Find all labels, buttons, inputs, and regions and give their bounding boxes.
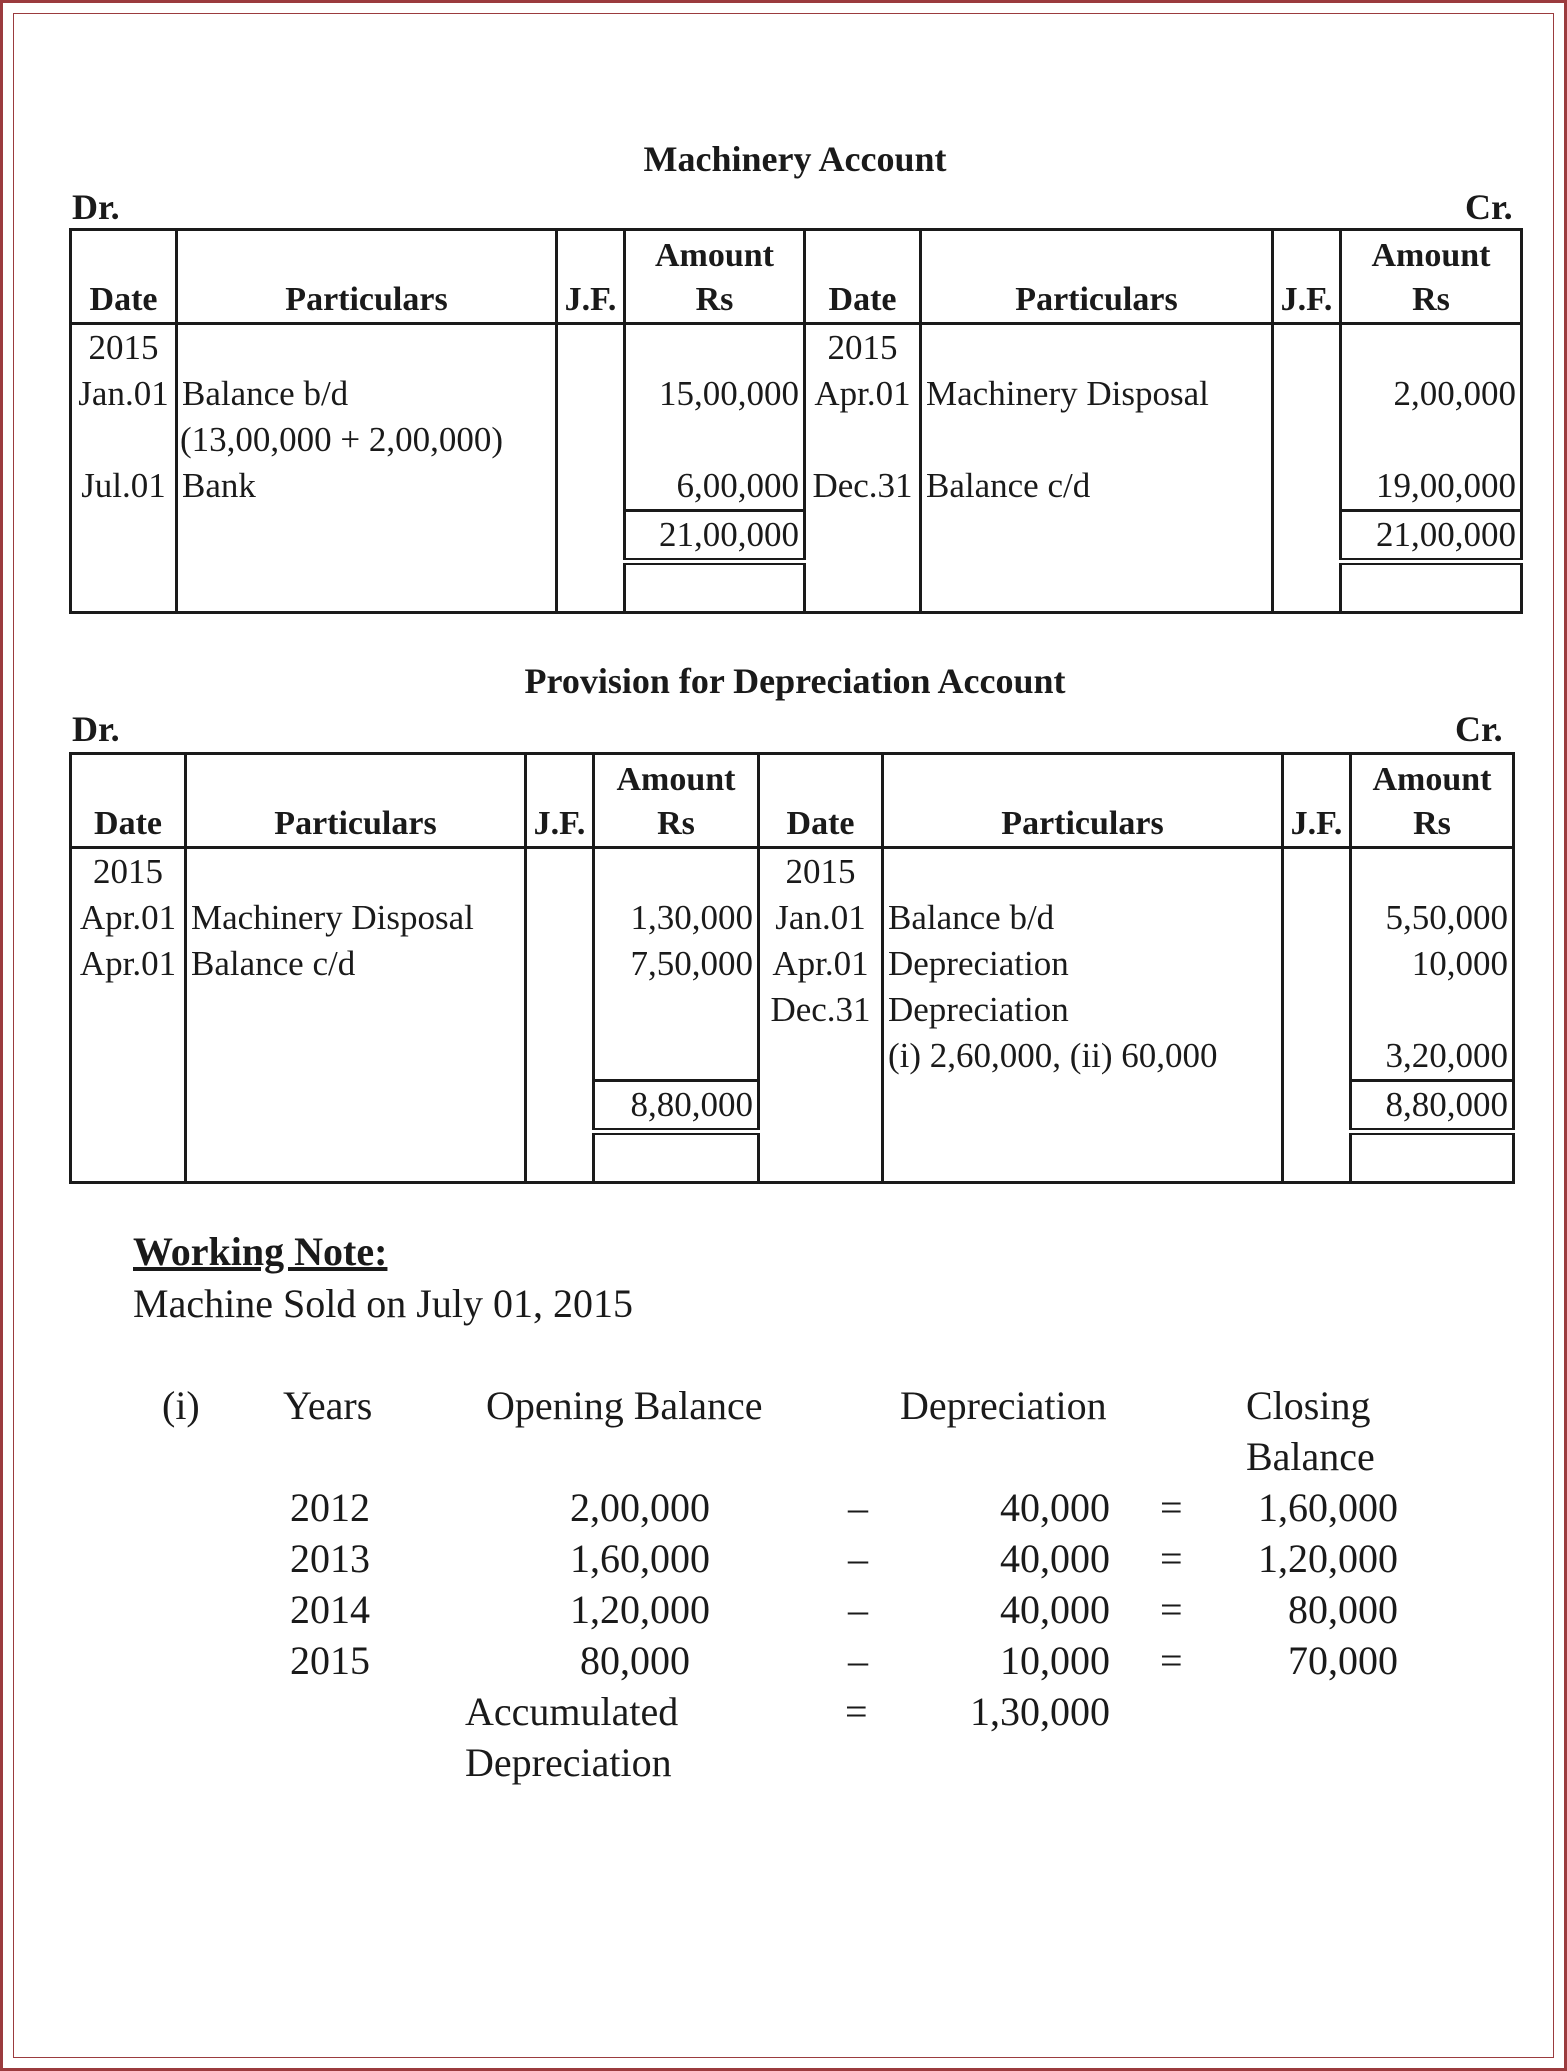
working-note-heading: Working Note: <box>133 1229 388 1274</box>
cr-particulars: Balance b/d <box>883 895 1283 941</box>
dr-particulars: (13,00,000 + 2,00,000) <box>177 417 557 463</box>
cr-date: Jan.01 <box>759 895 883 941</box>
dr-particulars: Balance b/d <box>177 371 557 417</box>
dr-date <box>71 987 186 1033</box>
cr-amount: 2,00,000 <box>1341 371 1522 417</box>
dr-date: Apr.01 <box>71 895 186 941</box>
cr-amount-header <box>1351 754 1514 848</box>
table-row <box>71 848 1514 896</box>
wn-dep: 40,000 <box>1000 1587 1110 1632</box>
wn-dep: 10,000 <box>1000 1638 1110 1683</box>
col-depreciation-header: Depreciation <box>900 1383 1107 1428</box>
accumulated-label-line2: Depreciation <box>465 1740 672 1785</box>
col-opening-header: Opening Balance <box>486 1383 763 1428</box>
wn-closing: 70,000 <box>1288 1638 1398 1683</box>
dr-jf-header: J.F. <box>526 754 594 848</box>
machinery-account-title: Machinery Account <box>643 139 947 179</box>
cr-total: 8,80,000 <box>1351 1081 1514 1132</box>
table-row <box>71 324 1522 372</box>
wn-eq: = <box>1160 1638 1183 1683</box>
cr-particulars <box>883 848 1283 896</box>
cr-amount: 3,20,000 <box>1351 1033 1514 1081</box>
cr-particulars-header: Particulars <box>883 754 1283 848</box>
accumulated-value: 1,30,000 <box>970 1689 1110 1734</box>
cr-date-header: Date <box>759 754 883 848</box>
cr-particulars: Balance c/d <box>921 463 1273 511</box>
wn-minus: – <box>848 1536 868 1581</box>
dr-amount: 1,30,000 <box>594 895 759 941</box>
cr-jf-header: J.F. <box>1273 230 1341 324</box>
table-row <box>71 941 1514 987</box>
rs-label: Rs <box>657 805 695 842</box>
wn-minus: – <box>848 1638 868 1683</box>
dr-date-header: Date <box>71 754 186 848</box>
dr-date: 2015 <box>71 324 177 372</box>
col-closing-header-line2: Balance <box>1246 1434 1375 1479</box>
wn-minus: – <box>848 1485 868 1530</box>
dr-amount <box>594 1033 759 1081</box>
dr-amount <box>625 417 805 463</box>
wn-eq: = <box>1160 1587 1183 1632</box>
cr-particulars: (i) 2,60,000, (ii) 60,000 <box>883 1033 1283 1081</box>
cr-date: Dec.31 <box>759 987 883 1033</box>
wn-dep: 40,000 <box>1000 1485 1110 1530</box>
dr-amount <box>594 987 759 1033</box>
cr-particulars <box>921 417 1273 463</box>
wn-year: 2012 <box>290 1485 370 1530</box>
cr-date: Apr.01 <box>759 941 883 987</box>
amount-label: Amount <box>616 761 736 798</box>
cr-amount <box>1351 848 1514 896</box>
wn-opening: 2,00,000 <box>570 1485 710 1530</box>
dr-amount-header <box>625 230 805 324</box>
col-closing-header-line1: Closing <box>1246 1383 1371 1428</box>
cr-date <box>759 1033 883 1081</box>
dr-particulars <box>186 1033 526 1081</box>
dr-total: 21,00,000 <box>625 511 805 562</box>
wn-eq: = <box>1160 1485 1183 1530</box>
cr-amount <box>1351 987 1514 1033</box>
wn-opening: 80,000 <box>580 1638 690 1683</box>
dr-amount-header <box>594 754 759 848</box>
table-row <box>71 371 1522 417</box>
dr-particulars: Balance c/d <box>186 941 526 987</box>
machinery-cr-label: Cr. <box>1465 187 1513 227</box>
cr-date: 2015 <box>805 324 921 372</box>
cr-amount <box>1341 417 1522 463</box>
rs-label: Rs <box>1413 805 1451 842</box>
wn-eq: = <box>1160 1536 1183 1581</box>
working-note-label: (i) <box>162 1383 200 1428</box>
provision-account-title: Provision for Depreciation Account <box>524 661 1066 701</box>
dr-particulars <box>177 324 557 372</box>
amount-label: Amount <box>1371 237 1491 274</box>
rs-label: Rs <box>695 281 734 318</box>
cr-date-header: Date <box>805 230 921 324</box>
cr-amount: 19,00,000 <box>1341 463 1522 511</box>
machinery-ledger <box>69 228 1523 614</box>
cr-jf-header: J.F. <box>1283 754 1351 848</box>
provision-ledger <box>69 752 1515 1184</box>
working-note-subtitle: Machine Sold on July 01, 2015 <box>133 1281 633 1326</box>
table-row <box>71 463 1522 511</box>
cr-date: 2015 <box>759 848 883 896</box>
dr-date: 2015 <box>71 848 186 896</box>
dr-jf-header: J.F. <box>557 230 625 324</box>
rs-label: Rs <box>1412 281 1450 318</box>
cr-particulars: Machinery Disposal <box>921 371 1273 417</box>
table-row <box>71 987 1514 1033</box>
wn-closing: 80,000 <box>1288 1587 1398 1632</box>
dr-date: Jul.01 <box>71 463 177 511</box>
wn-minus: – <box>848 1587 868 1632</box>
wn-closing: 1,60,000 <box>1258 1485 1398 1530</box>
dr-particulars <box>186 987 526 1033</box>
cr-particulars: Depreciation <box>883 987 1283 1033</box>
col-years-header: Years <box>283 1383 373 1428</box>
accumulated-eq: = <box>845 1689 868 1734</box>
cr-date: Apr.01 <box>805 371 921 417</box>
wn-opening: 1,20,000 <box>570 1587 710 1632</box>
cr-particulars-header: Particulars <box>921 230 1273 324</box>
dr-particulars <box>186 848 526 896</box>
dr-amount: 15,00,000 <box>625 371 805 417</box>
total-row <box>71 511 1522 562</box>
cr-total: 21,00,000 <box>1341 511 1522 562</box>
dr-amount: 7,50,000 <box>594 941 759 987</box>
provision-dr-label: Dr. <box>72 709 120 749</box>
wn-year: 2014 <box>290 1587 370 1632</box>
amount-label: Amount <box>654 237 775 274</box>
dr-total: 8,80,000 <box>594 1081 759 1132</box>
table-row <box>71 1033 1514 1081</box>
cr-amount <box>1341 324 1522 372</box>
dr-amount: 6,00,000 <box>625 463 805 511</box>
cr-amount-header <box>1341 230 1522 324</box>
table-row <box>71 895 1514 941</box>
dr-date <box>71 417 177 463</box>
wn-closing: 1,20,000 <box>1258 1536 1398 1581</box>
dr-particulars-header: Particulars <box>186 754 526 848</box>
cr-particulars <box>921 324 1273 372</box>
cr-particulars: Depreciation <box>883 941 1283 987</box>
total-row <box>71 1081 1514 1132</box>
table-row <box>71 417 1522 463</box>
wn-opening: 1,60,000 <box>570 1536 710 1581</box>
cr-amount: 10,000 <box>1351 941 1514 987</box>
dr-amount <box>625 324 805 372</box>
cr-date: Dec.31 <box>805 463 921 511</box>
dr-date <box>71 1033 186 1081</box>
dr-date-header: Date <box>71 230 177 324</box>
dr-particulars-header: Particulars <box>177 230 557 324</box>
cr-date <box>805 417 921 463</box>
amount-label: Amount <box>1372 761 1492 798</box>
dr-date: Jan.01 <box>71 371 177 417</box>
dr-amount <box>594 848 759 896</box>
cr-amount: 5,50,000 <box>1351 895 1514 941</box>
machinery-dr-label: Dr. <box>72 187 120 227</box>
provision-cr-label: Cr. <box>1455 709 1503 749</box>
wn-year: 2015 <box>290 1638 370 1683</box>
dr-date: Apr.01 <box>71 941 186 987</box>
wn-dep: 40,000 <box>1000 1536 1110 1581</box>
accumulated-label-line1: Accumulated <box>465 1689 679 1734</box>
wn-year: 2013 <box>290 1536 370 1581</box>
dr-particulars: Machinery Disposal <box>186 895 526 941</box>
dr-particulars: Bank <box>177 463 557 511</box>
